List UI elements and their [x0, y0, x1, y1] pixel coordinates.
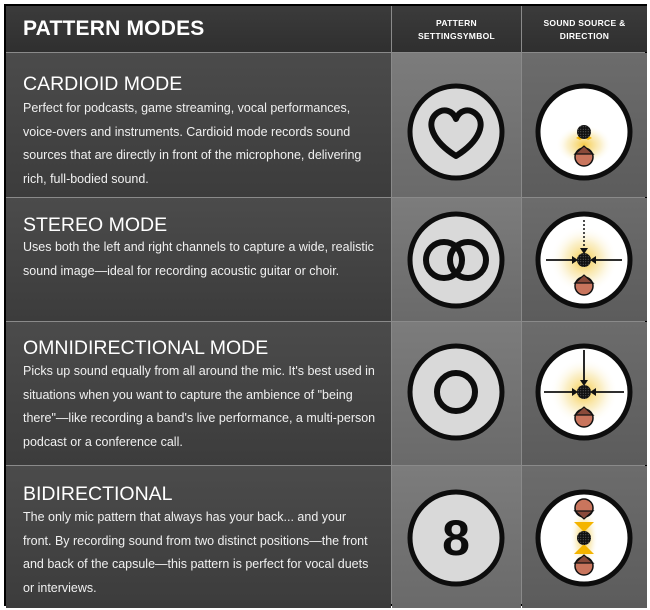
stereo-symbol-cell [392, 198, 521, 321]
ring-icon [392, 322, 521, 465]
bidirectional-symbol-cell [392, 466, 521, 608]
cardioid-direction-icon [522, 53, 647, 197]
cardioid-title: CARDIOID MODE [23, 73, 183, 95]
column-header-pattern-line2: SETTINGSYMBOL [417, 31, 496, 41]
header-source-cell [522, 6, 647, 52]
column-header-source [522, 17, 647, 43]
stereo-description: Uses both the left and right channels to capture a wide, realistic sound image—ideal for recording acoustic guitar or choir. [23, 240, 374, 278]
omni-description: Picks up sound equally from all around the mic. It's best used in situations when you want to capture the ambience of "being there"—like recording a band's live performance, a multi-person podcast or a conference call. [23, 364, 376, 449]
header-pattern-cell [392, 6, 521, 52]
column-header-source-line1: SOUND SOURCE & [543, 18, 626, 28]
stereo-title: STEREO MODE [23, 214, 168, 236]
bidirectional-description: The only mic pattern that always has your back... and your front. By recording sound from two distinct positions—the front and back of the capsule—this pattern is perfect for vocal duets or interviews. [23, 510, 369, 595]
stereo-text-cell [6, 198, 391, 321]
cardioid-text-cell [6, 53, 391, 197]
pattern-modes-table [4, 4, 647, 606]
figure-eight-glyph: 8 [442, 510, 470, 566]
heart-shape-icon [392, 53, 521, 197]
stereo-direction-cell [522, 198, 647, 321]
bidirectional-text-cell [6, 466, 391, 608]
cardioid-direction-cell [522, 53, 647, 197]
figure-eight-icon [392, 466, 521, 608]
column-header-pattern-line1: PATTERN [436, 18, 477, 28]
column-header-pattern [392, 17, 521, 43]
bidirectional-direction-cell [522, 466, 647, 608]
omni-text-cell [6, 322, 391, 465]
omni-direction-icon [522, 322, 647, 465]
omni-symbol-cell [392, 322, 521, 465]
omni-title: OMNIDIRECTIONAL MODE [23, 337, 269, 359]
omni-direction-cell [522, 322, 647, 465]
bidirectional-direction-icon [522, 466, 647, 608]
page-title: PATTERN MODES [23, 17, 205, 40]
header-title-cell [6, 6, 391, 52]
cardioid-description: Perfect for podcasts, game streaming, vocal performances, voice-overs and instruments. Cardioid mode records sound sources that are directly in front of the microphone, delivering rich, full-bodied sound. [23, 101, 362, 186]
cardioid-symbol-cell [392, 53, 521, 197]
column-header-source-line2: DIRECTION [559, 31, 610, 41]
stereo-direction-icon [522, 198, 647, 321]
double-ring-icon [392, 198, 521, 321]
bidirectional-title: BIDIRECTIONAL [23, 483, 173, 505]
